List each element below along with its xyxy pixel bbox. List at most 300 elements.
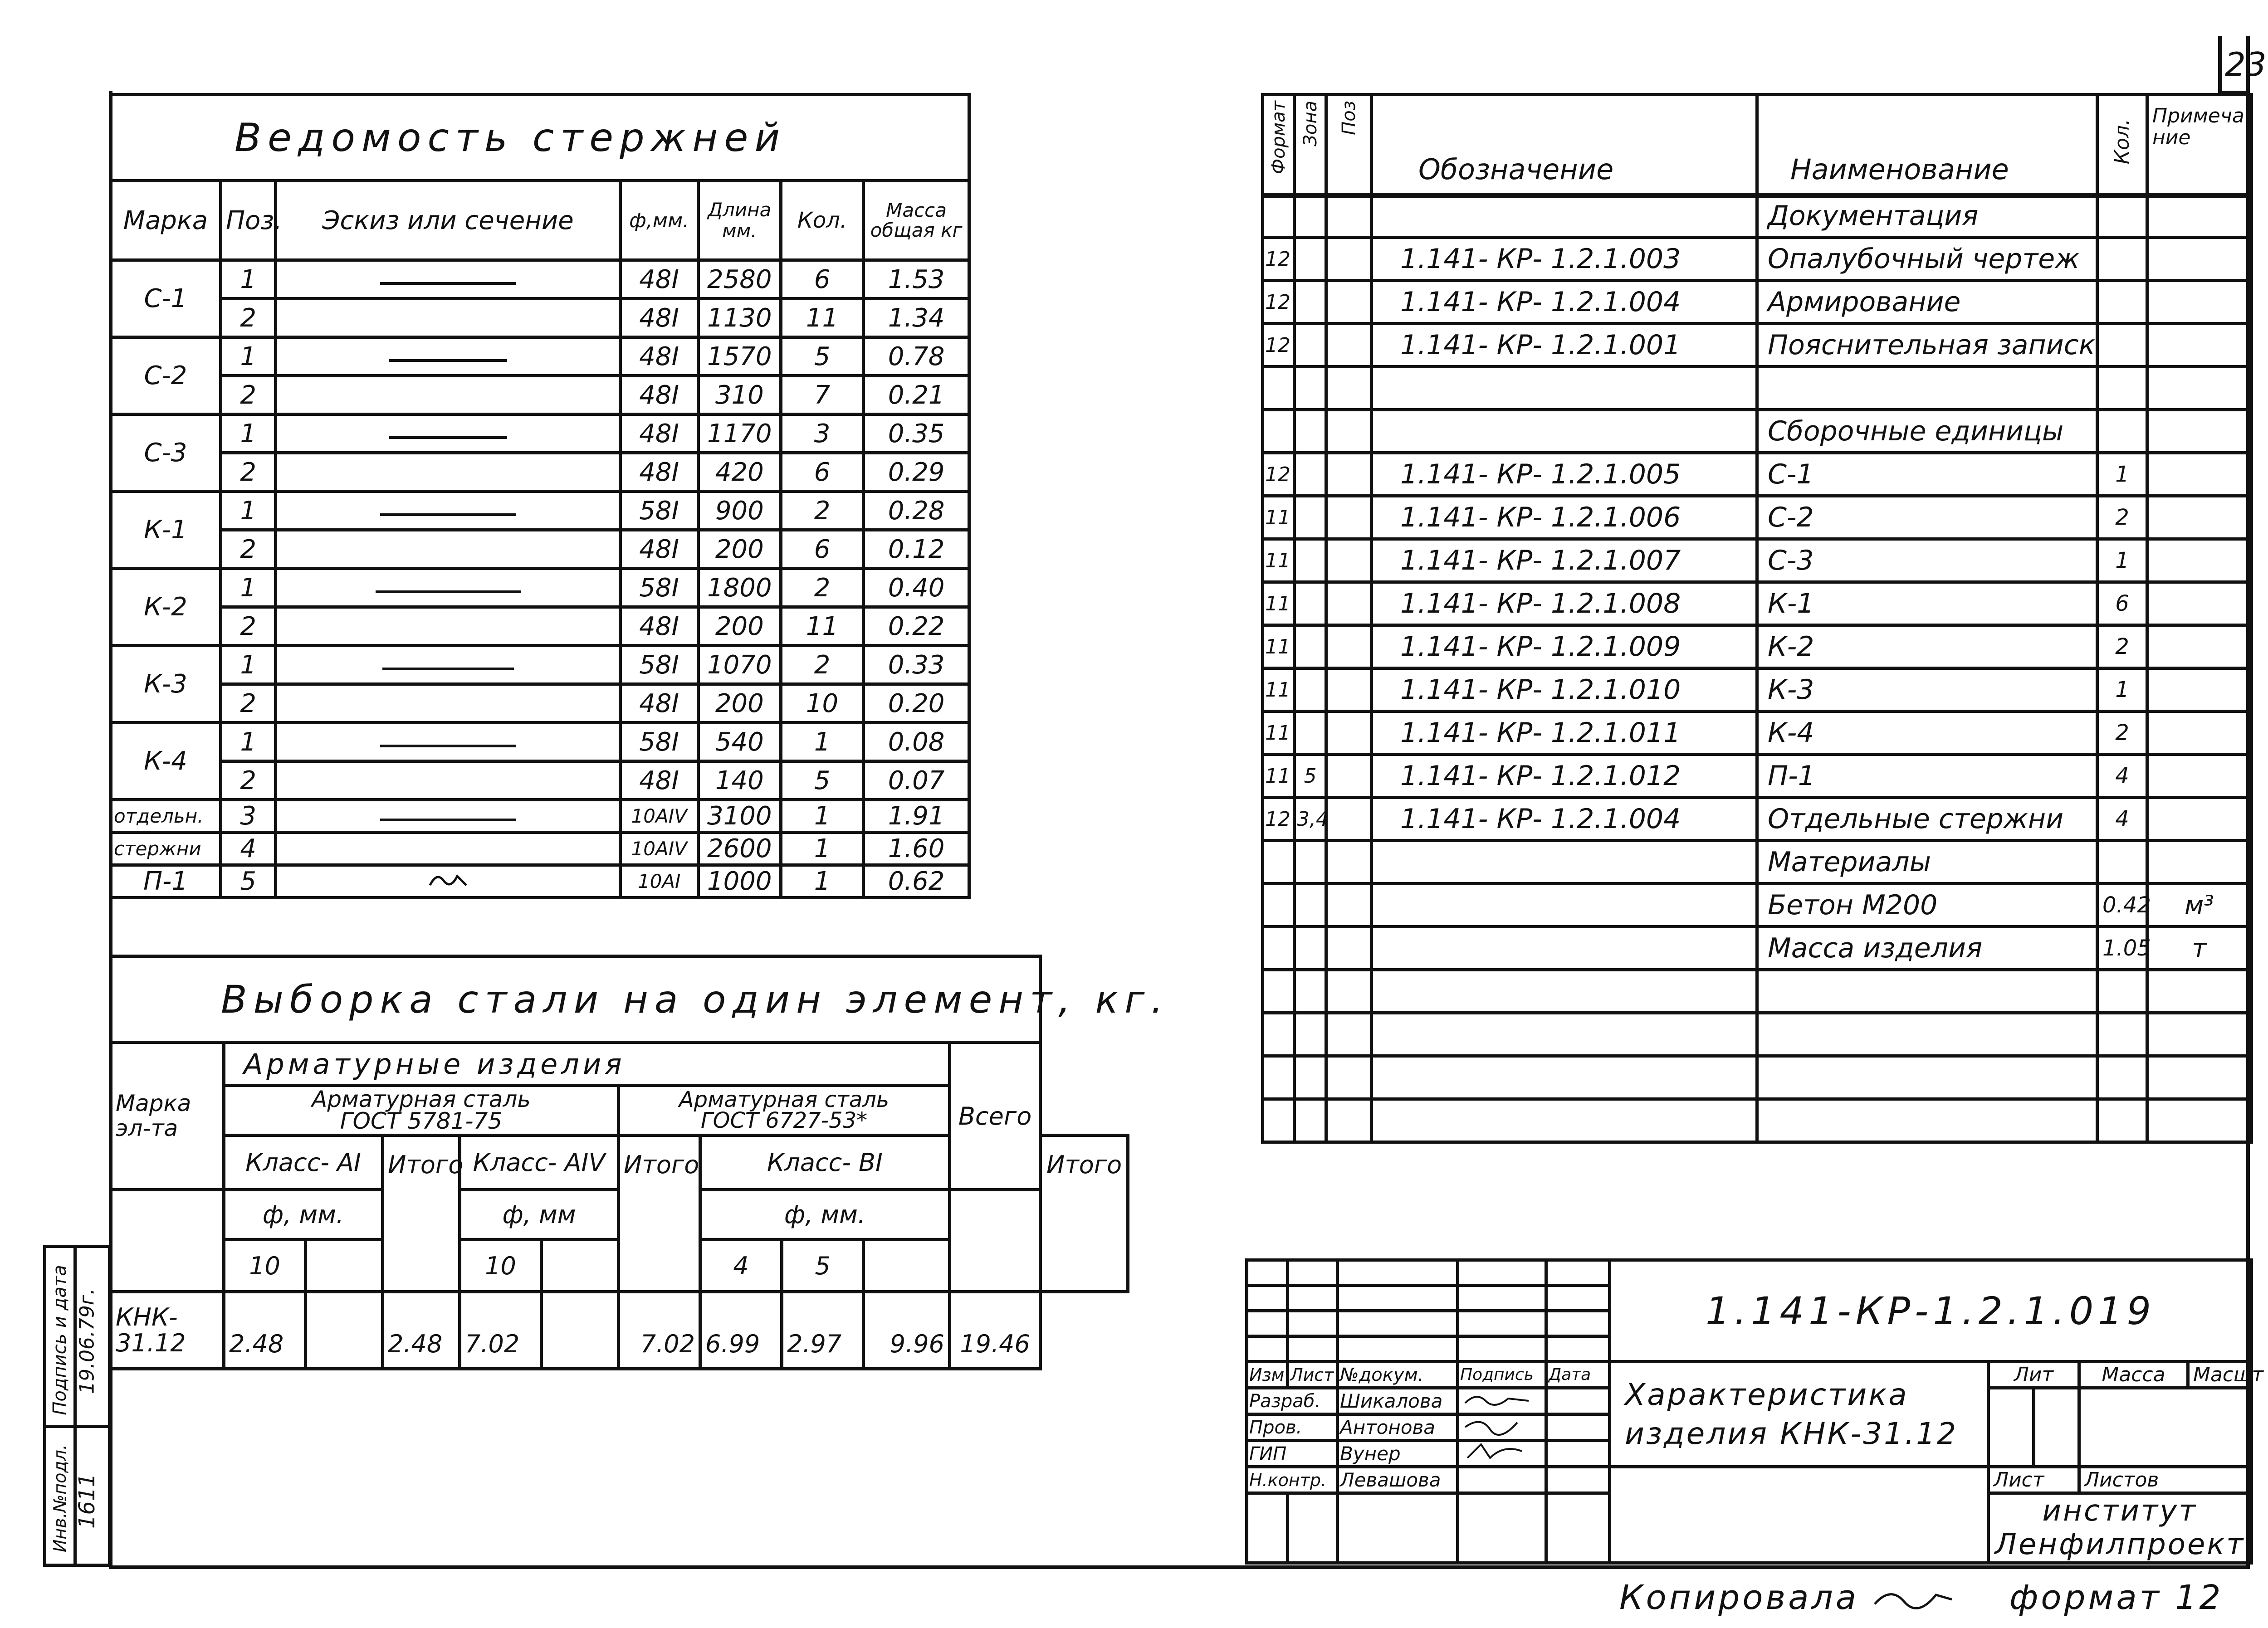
rods-qty: 7 (781, 376, 863, 414)
rods-mass: 0.28 (864, 492, 969, 530)
spec-cell-format (1263, 367, 1295, 410)
spec-cell-designation (1372, 841, 1757, 884)
spec-cell-name (1757, 1099, 2097, 1142)
rods-pos: 2 (220, 299, 275, 337)
rods-len: 310 (698, 376, 781, 414)
rods-pos: 2 (220, 530, 275, 569)
spec-cell-pos (1326, 238, 1372, 281)
steel-subheader-gost-6727: Арматурная сталь ГОСТ 6727-53* (619, 1086, 950, 1136)
spec-header-qty: Кол. (2097, 95, 2147, 197)
rods-header-length: Длина мм. (698, 181, 781, 260)
rods-mass: 0.20 (864, 684, 969, 723)
rods-qty: 1 (781, 800, 863, 833)
spec-cell-pos (1326, 281, 1372, 324)
rods-qty: 2 (781, 646, 863, 684)
loop-sketch-icon (428, 872, 469, 890)
rod-sketch-line (389, 356, 507, 365)
spec-row (1263, 582, 2252, 625)
rods-pos: 1 (220, 723, 275, 761)
spec-cell-pos (1326, 539, 1372, 582)
rods-mass: 0.08 (864, 723, 969, 761)
spec-cell-designation (1372, 195, 1757, 238)
rods-pos: 1 (220, 646, 275, 684)
spec-cell-note (2147, 324, 2252, 367)
steel-total-bi: Итого (1041, 1136, 1128, 1292)
spec-header-designation: Обозначение (1372, 95, 1757, 197)
spec-row (1263, 1099, 2252, 1142)
spec-row (1263, 496, 2252, 539)
spec-cell-zone: 3,4 (1295, 798, 1326, 841)
rods-pos: 3 (220, 800, 275, 833)
spec-row (1263, 238, 2252, 281)
tb-cell (1247, 1286, 1288, 1311)
spec-header-zone: Зона (1295, 95, 1326, 197)
spec-cell-qty: 1 (2097, 668, 2147, 712)
tb-person: Антонова (1338, 1414, 1458, 1441)
steel-val-bi-total: 9.96 (864, 1292, 950, 1369)
spec-cell-zone (1295, 281, 1326, 324)
rod-sketch-line (380, 279, 516, 288)
spec-cell-pos (1326, 496, 1372, 539)
rods-sketch (276, 569, 620, 607)
spec-cell-zone (1295, 625, 1326, 668)
rods-mass: 0.33 (864, 646, 969, 684)
spec-cell-name: Масса изделия (1757, 927, 2097, 970)
steel-empty (864, 1240, 950, 1292)
side-stamp-divider-h (46, 1425, 108, 1428)
spec-cell-zone (1295, 927, 1326, 970)
tb-role: Н.контр. (1247, 1467, 1338, 1493)
steel-val-aiv: 7.02 (460, 1292, 542, 1369)
rods-mark: К-2 (111, 569, 221, 646)
spec-cell-designation (1372, 884, 1757, 927)
rods-pos: 2 (220, 684, 275, 723)
tb-sheets: Листов (2079, 1467, 2252, 1493)
tb-cell (1458, 1311, 1546, 1336)
tb-cell (1458, 1260, 1546, 1286)
rods-dia: 58I (620, 569, 698, 607)
spec-cell-qty (2097, 1056, 2147, 1099)
rods-dia: 58I (620, 492, 698, 530)
rods-dia: 58I (620, 646, 698, 684)
rods-pos: 2 (220, 761, 275, 800)
spec-cell-designation: 1.141- КР- 1.2.1.004 (1372, 798, 1757, 841)
spec-cell-format (1263, 1099, 1295, 1142)
spec-cell-note: м³ (2147, 884, 2252, 927)
steel-group-header: Арматурные изделия (224, 1043, 950, 1086)
spec-cell-name: Документация (1757, 195, 2097, 238)
spec-cell-designation: 1.141- КР- 1.2.1.011 (1372, 712, 1757, 755)
spec-cell-format: 11 (1263, 755, 1295, 798)
steel-dia-bi: ф, мм. (700, 1190, 950, 1240)
tb-cell (1247, 1336, 1288, 1362)
steel-empty (306, 1240, 383, 1292)
spec-cell-name: К-3 (1757, 668, 2097, 712)
rods-pos: 1 (220, 260, 275, 299)
tb-cell (1458, 1493, 1546, 1563)
spec-cell-qty (2097, 367, 2147, 410)
tb-cell (1458, 1286, 1546, 1311)
rods-dia: 48I (620, 761, 698, 800)
spec-cell-zone (1295, 324, 1326, 367)
tb-person: Шикалова (1338, 1388, 1458, 1414)
side-sign-label: Подпись и дата (49, 1265, 70, 1415)
spec-cell-designation (1372, 927, 1757, 970)
rods-len: 540 (698, 723, 781, 761)
side-stamp (43, 1245, 111, 1567)
spec-cell-pos (1326, 195, 1372, 238)
spec-cell-designation: 1.141- КР- 1.2.1.012 (1372, 755, 1757, 798)
steel-empty (306, 1292, 383, 1369)
rods-sketch (276, 337, 620, 376)
tb-cell (1458, 1336, 1546, 1362)
spec-cell-pos (1326, 324, 1372, 367)
spec-cell-designation: 1.141- КР- 1.2.1.009 (1372, 625, 1757, 668)
spec-cell-pos (1326, 1099, 1372, 1142)
spec-cell-zone (1295, 1056, 1326, 1099)
tb-cell (1338, 1260, 1458, 1286)
spec-cell-note (2147, 1013, 2252, 1056)
rods-qty: 6 (781, 260, 863, 299)
spec-row (1263, 1013, 2252, 1056)
frame-bottom (109, 1565, 2250, 1569)
rods-sketch (276, 492, 620, 530)
spec-cell-zone (1295, 410, 1326, 453)
rods-mass: 1.91 (864, 800, 969, 833)
rods-pos: 2 (220, 607, 275, 646)
tb-cell (1546, 1467, 1610, 1493)
tb-cell (1247, 1260, 1288, 1286)
spec-cell-name: С-1 (1757, 453, 2097, 496)
rods-dia: 48I (620, 260, 698, 299)
rods-qty: 11 (781, 607, 863, 646)
spec-header-name: Наименование (1757, 95, 2097, 197)
spec-cell-note (2147, 410, 2252, 453)
rods-len: 1800 (698, 569, 781, 607)
rods-mass: 0.35 (864, 414, 969, 453)
spec-cell-qty (2097, 1099, 2147, 1142)
rods-dia: 10АIV (620, 800, 698, 833)
spec-row (1263, 970, 2252, 1013)
steel-table-title: Выборка стали на один элемент, кг. (111, 956, 1041, 1043)
steel-header-mark: Марка эл-та (111, 1043, 224, 1190)
spec-cell-pos (1326, 410, 1372, 453)
rods-mark: К-1 (111, 492, 221, 569)
spec-cell-zone (1295, 668, 1326, 712)
rods-len: 200 (698, 607, 781, 646)
spec-cell-zone (1295, 453, 1326, 496)
spec-cell-note (2147, 1099, 2252, 1142)
steel-empty (542, 1292, 619, 1369)
rods-dia: 48I (620, 607, 698, 646)
rods-len: 200 (698, 530, 781, 569)
rods-pos: 1 (220, 569, 275, 607)
side-sign-value: 19.06.79г. (75, 1288, 99, 1394)
spec-cell-format: 12 (1263, 281, 1295, 324)
tb-mass: Масса (2079, 1362, 2188, 1388)
rods-qty: 6 (781, 453, 863, 492)
spec-row (1263, 798, 2252, 841)
tb-title: Характеристика изделия КНК-31.12 (1610, 1362, 1989, 1467)
signature-icon (1872, 1586, 1954, 1613)
spec-cell-format: 11 (1263, 582, 1295, 625)
spec-cell-designation: 1.141- КР- 1.2.1.006 (1372, 496, 1757, 539)
spec-cell-qty: 0.42 (2097, 884, 2147, 927)
spec-row (1263, 712, 2252, 755)
tb-role: Пров. (1247, 1414, 1338, 1441)
rods-sketch (276, 684, 620, 723)
rods-qty: 1 (781, 723, 863, 761)
tb-cell (1338, 1336, 1458, 1362)
tb-cell (1247, 1311, 1288, 1336)
tb-signature (1458, 1441, 1546, 1467)
tb-cell (1546, 1388, 1610, 1414)
rods-mass: 1.60 (864, 833, 969, 865)
spec-row (1263, 625, 2252, 668)
spec-cell-name: К-4 (1757, 712, 2097, 755)
spec-cell-designation: 1.141- КР- 1.2.1.007 (1372, 539, 1757, 582)
spec-cell-format: 11 (1263, 625, 1295, 668)
steel-total-ai: Итого (383, 1136, 460, 1292)
rods-mass: 0.21 (864, 376, 969, 414)
rods-len: 2600 (698, 833, 781, 865)
rods-sketch (276, 761, 620, 800)
steel-subheader-gost-5781: Арматурная сталь ГОСТ 5781-75 (224, 1086, 619, 1136)
tb-col-list: Лист (1288, 1362, 1338, 1388)
spec-cell-pos (1326, 884, 1372, 927)
spec-cell-note (2147, 841, 2252, 884)
spec-cell-format (1263, 410, 1295, 453)
tb-cell (1546, 1260, 1610, 1286)
spec-cell-format: 12 (1263, 798, 1295, 841)
spec-cell-format (1263, 1013, 1295, 1056)
spec-cell-format: 12 (1263, 453, 1295, 496)
rods-mark: С-2 (111, 337, 221, 414)
footer-format: формат 12 (2009, 1578, 2224, 1617)
spec-header-note: Примечание (2147, 95, 2252, 197)
rod-sketch-line (380, 741, 516, 751)
spec-cell-zone (1295, 712, 1326, 755)
spec-cell-pos (1326, 668, 1372, 712)
spec-cell-name: С-2 (1757, 496, 2097, 539)
spec-cell-note (2147, 798, 2252, 841)
steel-val-ai-total: 2.48 (383, 1292, 460, 1369)
rods-mass: 0.29 (864, 453, 969, 492)
rods-dia: 48I (620, 299, 698, 337)
spec-cell-format: 12 (1263, 238, 1295, 281)
side-inv-label: Инв.№подл. (50, 1444, 70, 1553)
spec-cell-format: 12 (1263, 324, 1295, 367)
spec-cell-note (2147, 238, 2252, 281)
spec-row (1263, 367, 2252, 410)
rods-mass: 1.53 (864, 260, 969, 299)
rods-qty: 2 (781, 492, 863, 530)
spec-cell-pos (1326, 1013, 1372, 1056)
tb-cell (1338, 1311, 1458, 1336)
spec-row (1263, 195, 2252, 238)
rods-mass: 0.62 (864, 865, 969, 898)
steel-dia-aiv: ф, мм (460, 1190, 619, 1240)
steel-header-grand-total: Всего (950, 1043, 1041, 1190)
rods-mass: 0.78 (864, 337, 969, 376)
tb-cell (1546, 1311, 1610, 1336)
spec-cell-note (2147, 755, 2252, 798)
rods-qty: 10 (781, 684, 863, 723)
steel-d-ai: 10 (224, 1240, 306, 1292)
tb-cell (1989, 1388, 2034, 1467)
spec-cell-qty: 2 (2097, 625, 2147, 668)
tb-cell (2034, 1388, 2079, 1467)
tb-cell (1546, 1336, 1610, 1362)
rods-mark: К-4 (111, 723, 221, 800)
rods-qty: 2 (781, 569, 863, 607)
spec-cell-qty (2097, 238, 2147, 281)
spec-cell-designation (1372, 1056, 1757, 1099)
spec-cell-note (2147, 712, 2252, 755)
tb-col-sign: Подпись (1458, 1362, 1546, 1388)
spec-cell-zone (1295, 238, 1326, 281)
steel-class-ai: Класс- АI (224, 1136, 383, 1190)
tb-cell (1458, 1467, 1546, 1493)
rods-sketch (276, 607, 620, 646)
spec-cell-note (2147, 195, 2252, 238)
rods-dia: 58I (620, 723, 698, 761)
steel-table (109, 955, 1170, 1370)
spec-row (1263, 755, 2252, 798)
rods-len: 200 (698, 684, 781, 723)
rod-sketch-line (382, 664, 514, 673)
spec-cell-name: Армирование (1757, 281, 2097, 324)
rods-len: 900 (698, 492, 781, 530)
rods-len: 1570 (698, 337, 781, 376)
tb-scale: Масшт (2188, 1362, 2252, 1388)
rods-pos: 4 (220, 833, 275, 865)
steel-mark-cell (111, 1190, 224, 1240)
rods-sketch (276, 833, 620, 865)
spec-cell-zone (1295, 582, 1326, 625)
steel-val-bi-5: 2.97 (782, 1292, 864, 1369)
spec-cell-note (2147, 625, 2252, 668)
tb-col-date: Дата (1546, 1362, 1610, 1388)
steel-mark-cell (111, 1240, 224, 1292)
tb-cell (1610, 1467, 1989, 1563)
steel-d-aiv: 10 (460, 1240, 542, 1292)
rods-header-dia: ф,мм. (620, 181, 698, 260)
tb-signature (1458, 1414, 1546, 1441)
tb-col-izm: Изм (1247, 1362, 1288, 1388)
spec-cell-format (1263, 970, 1295, 1013)
spec-cell-format: 11 (1263, 712, 1295, 755)
steel-val-aiv-total: 7.02 (619, 1292, 700, 1369)
tb-role: ГИП (1247, 1441, 1338, 1467)
spec-cell-qty: 4 (2097, 798, 2147, 841)
spec-cell-name: Материалы (1757, 841, 2097, 884)
spec-cell-zone (1295, 970, 1326, 1013)
rods-len: 2580 (698, 260, 781, 299)
tb-person: Левашова (1338, 1467, 1458, 1493)
rod-sketch-line (389, 433, 507, 442)
spec-cell-zone (1295, 884, 1326, 927)
tb-signature (1458, 1388, 1546, 1414)
rods-mark: К-3 (111, 646, 221, 723)
rods-mark: С-3 (111, 414, 221, 492)
spec-cell-qty (2097, 970, 2147, 1013)
rods-mass: 0.12 (864, 530, 969, 569)
rods-pos: 5 (220, 865, 275, 898)
spec-cell-name (1757, 1013, 2097, 1056)
spec-cell-format (1263, 195, 1295, 238)
rods-pos: 2 (220, 453, 275, 492)
tb-cell (1288, 1286, 1338, 1311)
spec-header-pos: Поз (1326, 95, 1372, 197)
spec-cell-name: П-1 (1757, 755, 2097, 798)
spec-table (1261, 93, 2253, 198)
spec-cell-format: 11 (1263, 668, 1295, 712)
rods-pos: 1 (220, 337, 275, 376)
spec-cell-zone (1295, 841, 1326, 884)
spec-row (1263, 1056, 2252, 1099)
tb-cell (1546, 1414, 1610, 1441)
spec-row (1263, 884, 2252, 927)
spec-cell-note (2147, 453, 2252, 496)
spec-cell-designation: 1.141- КР- 1.2.1.005 (1372, 453, 1757, 496)
steel-row-mark: КНК- 31.12 (111, 1292, 224, 1369)
spec-cell-zone (1295, 496, 1326, 539)
tb-cell (1338, 1286, 1458, 1311)
spec-cell-designation (1372, 970, 1757, 1013)
rods-sketch (276, 453, 620, 492)
spec-cell-note (2147, 970, 2252, 1013)
rods-dia: 10АIV (620, 833, 698, 865)
steel-grand-cell (950, 1190, 1041, 1240)
spec-cell-format: 11 (1263, 539, 1295, 582)
spec-cell-qty: 1.05 (2097, 927, 2147, 970)
spec-cell-name (1757, 367, 2097, 410)
spec-cell-pos (1326, 712, 1372, 755)
rods-qty: 3 (781, 414, 863, 453)
tb-cell (1546, 1493, 1610, 1563)
rods-sketch (276, 414, 620, 453)
tb-role: Разраб. (1247, 1388, 1338, 1414)
rods-mass: 0.22 (864, 607, 969, 646)
rods-mass: 0.07 (864, 761, 969, 800)
spec-cell-note (2147, 1056, 2252, 1099)
spec-cell-format (1263, 927, 1295, 970)
spec-cell-format (1263, 884, 1295, 927)
spec-row (1263, 927, 2252, 970)
steel-val-grand-total: 19.46 (950, 1292, 1041, 1369)
frame-top-box-left (2218, 36, 2222, 94)
spec-cell-name: К-2 (1757, 625, 2097, 668)
spec-cell-designation: 1.141- КР- 1.2.1.010 (1372, 668, 1757, 712)
spec-cell-qty: 2 (2097, 496, 2147, 539)
rods-header-sketch: Эскиз или сечение (276, 181, 620, 260)
signature-icon (1463, 1389, 1531, 1408)
spec-row (1263, 324, 2252, 367)
spec-cell-format (1263, 841, 1295, 884)
rods-len: 3100 (698, 800, 781, 833)
rods-len: 1070 (698, 646, 781, 684)
rods-header-mark: Марка (111, 181, 221, 260)
tb-cell (1546, 1441, 1610, 1467)
rods-mark-separate: стержни (111, 833, 221, 865)
page-number: 23 (2225, 45, 2267, 83)
steel-grand-cell (950, 1240, 1041, 1292)
spec-cell-note (2147, 496, 2252, 539)
tb-cell (1288, 1336, 1338, 1362)
spec-cell-pos (1326, 582, 1372, 625)
tb-cell (1247, 1493, 1288, 1563)
